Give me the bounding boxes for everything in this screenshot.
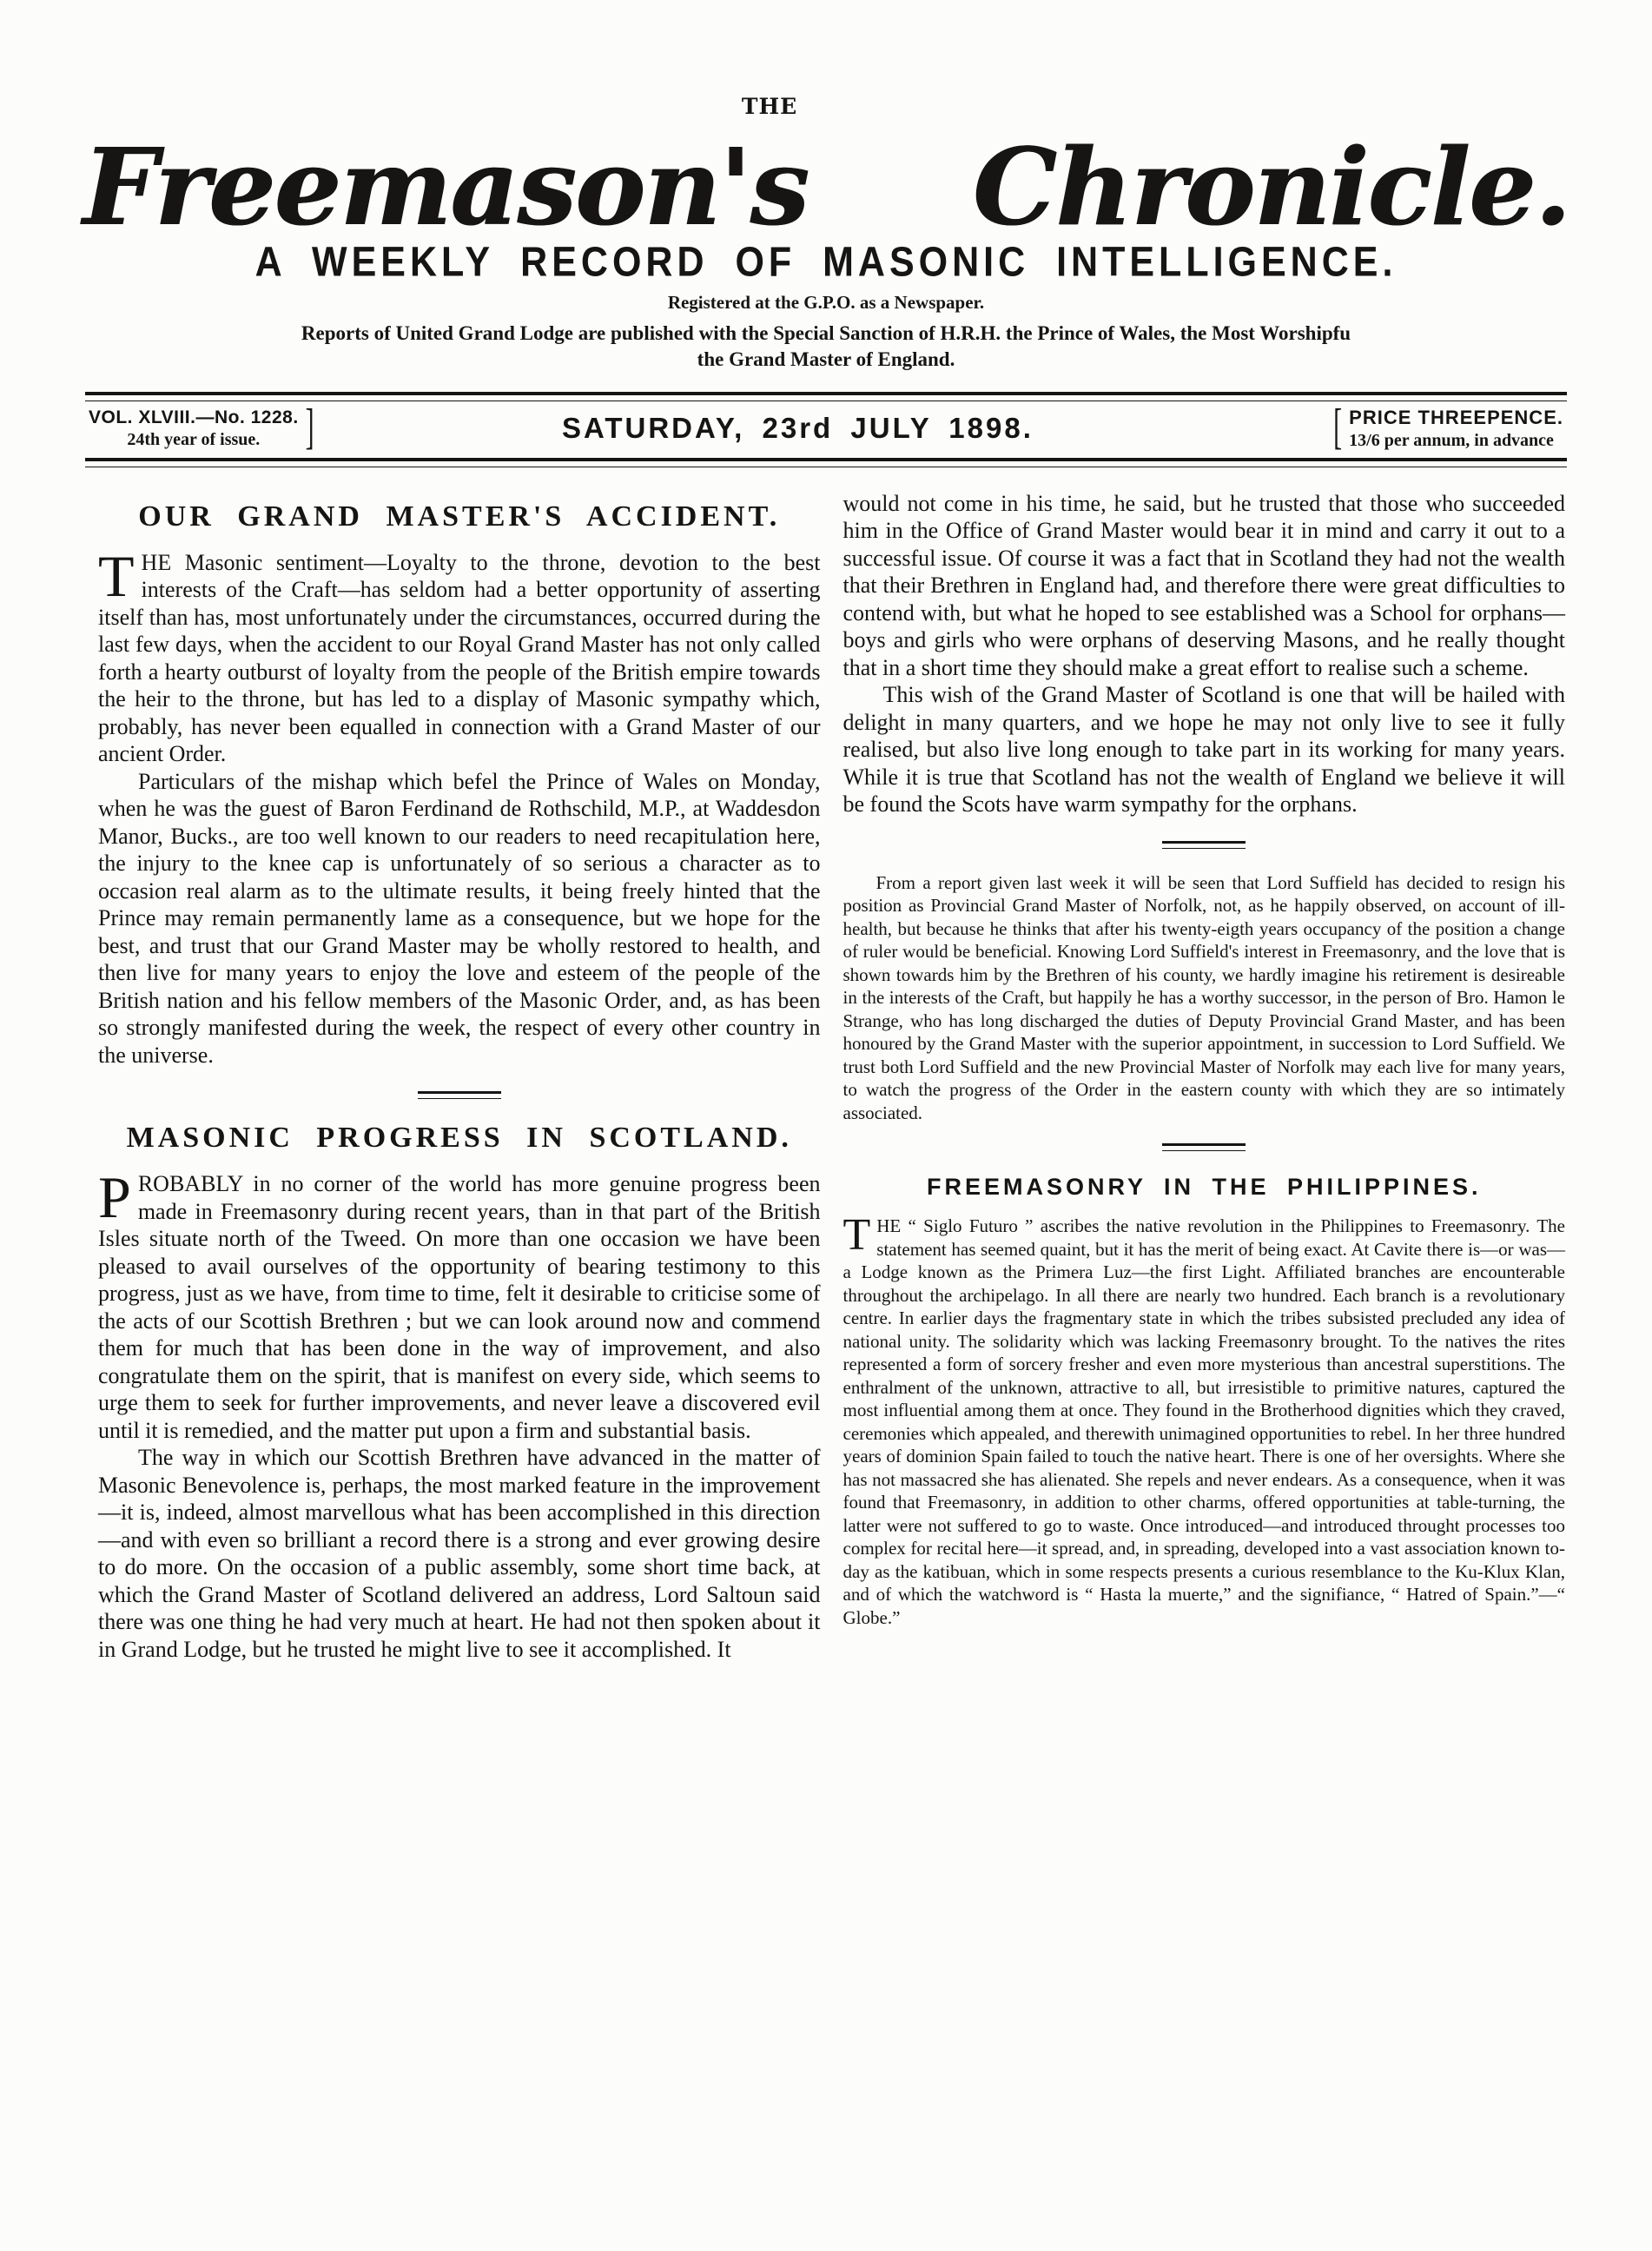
paragraph-text: ROBABLY in no corner of the world has more genuine progress been made in Freemasonry during recent years, than in that part of the British Isles situate north of the Tweed. On more than one occasion we have been pleased to avail ourselves of the opportunity of bearing testimony to this progress, just as we have, from time to time, felt it desirable to criticise some of the acts of our Scottish Brethren ; but we can look around now and commend them for much that has been done in the way of improvement, and also congratulate them on the spirit, that is manifest on every side, which seems to urge them to seek for further improvements, and never leave a discovered evil until it is remedied, and the matter put upon a firm and substantial basis. — [98, 1171, 821, 1443]
right-column — [843, 488, 1566, 1664]
masthead-title-word1: Freemason's — [83, 124, 808, 249]
article-grand-masters-accident — [98, 500, 821, 1069]
masthead-title — [83, 121, 1569, 254]
section-divider — [1162, 841, 1246, 849]
sanction-line-1: Reports of United Grand Lodge are published with the Special Sanction of H.R.H. the Prince of Wales, the Most Worshipfu — [301, 321, 1351, 344]
paragraph: Particulars of the mishap which befel the Prince of Wales on Monday, when he was the guest of Baron Ferdinand de Rothschild, M.P., at Waddesdon Manor, Bucks., are too well known to our readers to need recapitulation here, the injury to the knee cap is unfortunately of so serious a character as to occasion real alarm as to the ultimate results, it being freely hinted that the Prince may remain permanently lame as a consequence, but we hope for the best, and trust that our Grand Master may be wholly restored to health, and then live for many years to enjoy the love and esteem of the people of the British nation and his fellow members of the Masonic Order, and, as has been so strongly manifested during the week, the respect of every other country in the universe. — [98, 768, 821, 1068]
article-masonic-progress-scotland — [98, 1122, 821, 1663]
dateline-bar — [85, 392, 1567, 467]
masthead — [0, 94, 1652, 373]
article-columns — [98, 488, 1565, 1664]
volume-bracket: ] — [305, 400, 314, 455]
article-heading: MASONIC PROGRESS IN SCOTLAND. — [126, 1122, 792, 1154]
price-block — [1333, 400, 1563, 455]
paragraph — [98, 1164, 821, 1444]
masthead-title-word2: Chronicle. — [972, 124, 1569, 249]
price-lines — [1349, 407, 1563, 451]
sanction-line-2: the Grand Master of England. — [697, 348, 955, 370]
volume-number: VOL. XLVIII.—No. 1228. — [89, 407, 299, 427]
masthead-the: THE — [741, 94, 798, 119]
masthead-subtitle: A WEEKLY RECORD OF MASONIC INTELLIGENCE. — [254, 238, 1398, 286]
dateline-row — [85, 401, 1567, 458]
paragraph — [843, 1210, 1566, 1629]
masthead-sanction-statement — [0, 321, 1652, 373]
article-lord-suffield-note — [843, 871, 1566, 1125]
subscription-line: 13/6 per annum, in advance — [1349, 430, 1554, 450]
article-scotland-continuation — [843, 490, 1566, 818]
section-divider — [1162, 1143, 1246, 1151]
article-freemasonry-philippines — [843, 1174, 1566, 1629]
paragraph: The way in which our Scottish Brethren have advanced in the matter of Masonic Benevolence is, perhaps, the most marked feature in the improvement —it is, indeed, almost marvellous what has been accomplished in this direction—and with even so brilliant a record there is a strong and ever growing desire to do more. On the occasion of a public assembly, some short time back, at which the Grand Master of Scotland delivered an address, Lord Saltoun said there was one thing he had very much at heart. He had not then spoken about it in Grand Lodge, but he trusted he might live to see it accomplished. It — [98, 1445, 821, 1662]
paragraph: would not come in his time, he said, but he trusted that those who succeeded him in the Office of Grand Master would bear it in mind and carry it out to a successful issue. Of course it was a fact that in Scotland they had not the wealth that their Brethren in England had, and therefore there were great difficulties to contend with, but what he hoped to see established was a School for orphans—boys and girls who were orphans of deserving Masons, and he really thought that in a short time they should make a great effort to realise such a scheme. — [843, 490, 1565, 680]
paragraph: From a report given last week it will be seen that Lord Suffield has decided to resign his position as Provincial Grand Master of Norfolk, not, as he happily observed, on account of ill-health, but because he thinks that after his twenty-eigth years occupancy of the position a change of ruler would be beneficial. Knowing Lord Suffield's interest in Freemasonry, and the love that is shown towards him by the Brethren of his county, we hardly imagine his retirement is desireable in the interests of the Craft, but happily he has a worthy successor, in the person of Bro. Hamon le Strange, who has long discharged the duties of Deputy Provincial Grand Master, and has been honoured by the Grand Master with the superior appointment, in succession to Lord Suffield. We trust both Lord Suffield and the new Provincial Master of Norfolk may each live for many years, to watch the progress of the Order in the eastern county with which they are so intimately associated. — [843, 871, 1565, 1123]
dropcap-letter: T — [98, 542, 135, 609]
paragraph — [98, 542, 821, 768]
year-of-issue: 24th year of issue. — [127, 429, 261, 449]
article-heading: FREEMASONRY IN THE PHILIPPINES. — [926, 1174, 1482, 1200]
volume-block — [89, 400, 314, 455]
masthead-registered-line: Registered at the G.P.O. as a Newspaper. — [667, 291, 985, 313]
issue-date: SATURDAY, 23rd JULY 1898. — [561, 412, 1034, 444]
paragraph: This wish of the Grand Master of Scotland is one that will be hailed with delight in many quarters, and we hope he may not only live to see it fully realised, but also live long enough to take part in its working for many years. While it is true that Scotland has not the wealth of England we believe it will be found the Scots have warm sympathy for the orphans. — [843, 682, 1565, 817]
price-line: PRICE THREEPENCE. — [1349, 406, 1563, 428]
section-divider — [418, 1091, 501, 1099]
dropcap-letter: T — [843, 1210, 871, 1260]
dropcap-letter: P — [98, 1164, 131, 1230]
price-bracket: [ — [1333, 400, 1343, 455]
paragraph-text: HE “ Siglo Futuro ” ascribes the native revolution in the Philippines to Freemasonry. The statement has seemed quaint, but it has the merit of being exact. At Cavite there is—or was—a Lodge known as the Primera Luz—the first Light. Affiliated branches are encounterable throughout the archipelago. In all there are nearly two hundred. Each branch is a revolutionary centre. In earlier days the fragmentary state in which the tribes subsisted precluded any idea of national unity. The solidarity which was lacking Freemasonry brought. To the natives the rites represented a form of sorcery fresher and even more mysterious than ancestral superstitions. The enthralment of the unknown, attractive to all, but irresistible to primitive natures, captured the most influential among them at once. They found in the Brotherhood dignities which they craved, ceremonies which appealed, and therewith unimagined opportunities to rebel. In her three hundred years of dominion Spain failed to touch the native heart. There is one of her oversights. Where she has not massacred she has alienated. She repels and never endears. As a consequence, when it was found that Freemasonry, in addition to other charms, offered opportunities at table-turning, the latter were not suffered to go to waste. Once introduced—and introduced throught processes too complex for recital here—it spread, and, in spreading, developed into a vast association known to-day as the katibuan, which in some respects presents a curious resemblance to the Ku-Klux Klan, and of which the watchword is “ Hasta la muerte,” and the signifiance, “ Hatred of Spain.”—“ Globe.” — [843, 1215, 1565, 1628]
volume-lines — [89, 407, 299, 450]
article-heading: OUR GRAND MASTER'S ACCIDENT. — [138, 500, 781, 533]
paragraph-text: HE Masonic sentiment—Loyalty to the throne, devotion to the best interests of the Craft—has seldom had a better opportunity of asserting itself than has, most unfortunately under the circumstances, occurred during the last few days, when the accident to our Royal Grand Master has not only called forth a hearty outburst of loyalty from the people of the British empire towards the heir to the throne, but has led to a display of Masonic sympathy which, probably, has never been equalled in connection with a Grand Master of our ancient Order. — [98, 549, 821, 766]
dateline-bottom-rule — [85, 458, 1567, 467]
left-column — [98, 488, 821, 1664]
